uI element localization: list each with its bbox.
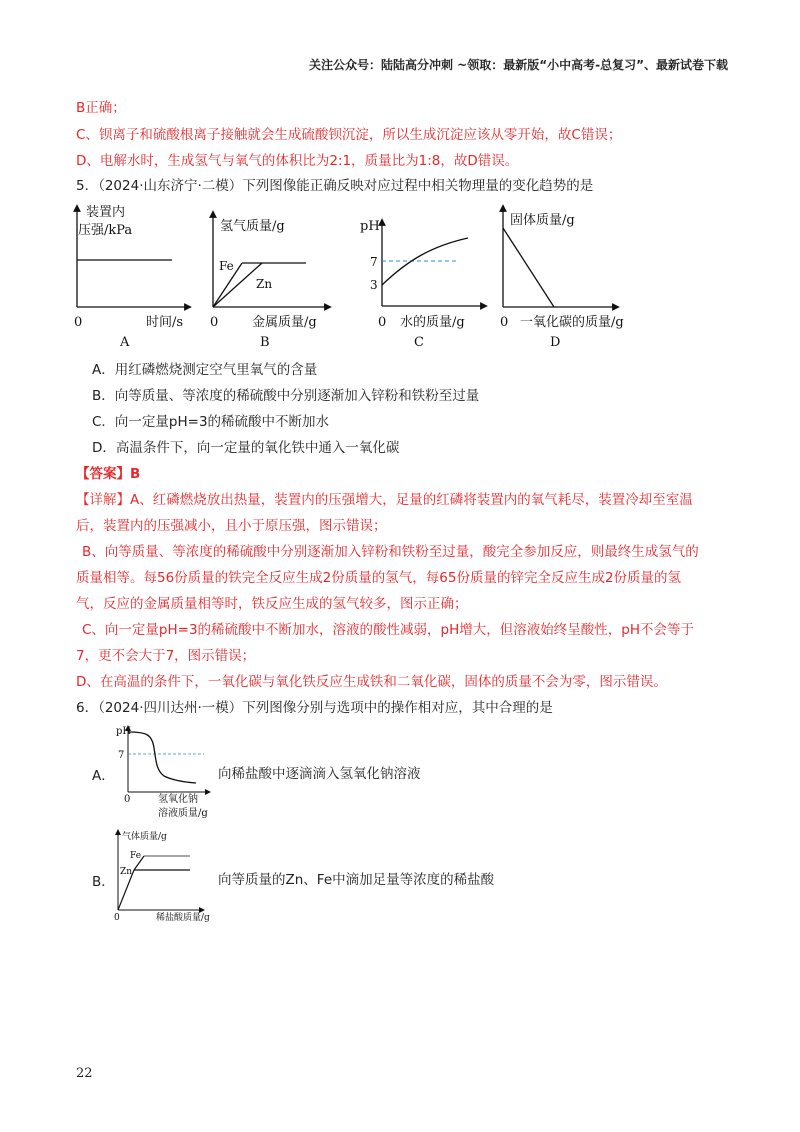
q6-b-xlabel: 稀盐酸质量/g bbox=[156, 913, 210, 923]
prev-answer-c: C、钡离子和硫酸根离子接触就会生成硫酸钡沉淀，所以生成沉淀应该从零开始，故C错误； bbox=[76, 127, 622, 143]
page-number: 22 bbox=[76, 1066, 93, 1081]
graph-d-ylabel: 固体质量/g bbox=[510, 213, 575, 228]
graph-b-ylabel: 氢气质量/g bbox=[220, 219, 285, 234]
q6-b-graph bbox=[106, 826, 222, 924]
prev-answer-b: B正确； bbox=[76, 100, 126, 116]
q5-detail-6: C、向一定量pH=3的稀硫酸中不断加水，溶液的酸性减弱，pH增大，但溶液始终呈酸性，pH不会等于 bbox=[82, 622, 694, 638]
q6-a-label: A． bbox=[92, 768, 115, 784]
q6-a-ylabel: pH bbox=[116, 726, 132, 737]
graph-b bbox=[210, 214, 328, 350]
graph-c-tick3: 3 bbox=[370, 278, 378, 292]
q5-stem: 5．（2024·山东济宁·二模）下列图像能正确反映对应过程中相关物理量的变化趋势的是 bbox=[76, 178, 594, 194]
q5-detail-7: 7，更不会大于7，图示错误； bbox=[76, 648, 256, 664]
q6-b-origin: 0 bbox=[114, 913, 120, 923]
graph-b-zn: Zn bbox=[256, 277, 273, 291]
q5-detail-2: 后，装置内的压强减小，且小于原压强，图示错误； bbox=[76, 518, 387, 534]
q6-b-zn: Zn bbox=[120, 867, 133, 877]
q6-stem: 6．（2024·四川达州·一模）下列图像分别与选项中的操作相对应，其中合理的是 bbox=[76, 700, 553, 716]
q6-a-graph bbox=[112, 722, 216, 822]
q5-detail-3: B、向等质量、等浓度的稀硫酸中分别逐渐加入锌粉和铁粉至过量，酸完全参加反应，则最终生成氢气的 bbox=[82, 544, 699, 560]
prev-answer-d: D、电解水时，生成氢气与氧气的体积比为2:1，质量比为1:8，故D错误。 bbox=[76, 153, 519, 169]
q6-b-label: B． bbox=[92, 874, 115, 890]
graph-c-ylabel: pH bbox=[360, 219, 380, 234]
q5-detail-8: D、在高温的条件下，一氧化碳与氧化铁反应生成铁和二氧化碳，固体的质量不会为零，图示错误。 bbox=[76, 674, 667, 690]
q6-a-origin: 0 bbox=[124, 794, 131, 805]
graph-d-line bbox=[503, 228, 554, 307]
graph-c-origin: 0 bbox=[378, 315, 387, 330]
q5-answer: 【答案】B bbox=[76, 466, 141, 482]
graph-d-letter: D bbox=[550, 335, 561, 350]
q6-a-curve bbox=[128, 732, 196, 783]
graph-c-tick7: 7 bbox=[370, 255, 378, 269]
q5-detail-5: 气，反应的金属质量相等时，铁反应生成的氢气较多，图示正确； bbox=[76, 596, 468, 612]
graph-c bbox=[360, 219, 484, 350]
q6-a-text: 向稀盐酸中逐滴滴入氢氧化钠溶液 bbox=[218, 766, 421, 782]
q5-option-d: D．高温条件下，向一定量的氧化铁中通入一氧化碳 bbox=[92, 440, 400, 456]
q6-a-tick7: 7 bbox=[118, 750, 125, 761]
graph-c-letter: C bbox=[414, 335, 424, 350]
q5-detail-4: 质量相等。每56份质量的铁完全反应生成2份质量的氢气，每65份质量的锌完全反应生成2份质量的氢 bbox=[76, 570, 682, 586]
q5-detail-1: 【详解】A、红磷燃烧放出热量，装置内的压强增大，足量的红磷将装置内的氧气耗尽，装置冷却至室温 bbox=[76, 492, 693, 508]
graph-a bbox=[74, 204, 188, 350]
graph-d bbox=[500, 208, 624, 350]
q6-a-xlabel1: 氢氧化钠 bbox=[158, 794, 198, 805]
q6-b-fe: Fe bbox=[130, 851, 142, 861]
graph-c-xlabel: 水的质量/g bbox=[400, 315, 465, 330]
graph-a-xlabel: 时间/s bbox=[146, 315, 184, 330]
graph-b-xlabel: 金属质量/g bbox=[252, 315, 317, 330]
q6-b-ylabel: 气体质量/g bbox=[122, 832, 167, 842]
graph-a-origin: 0 bbox=[74, 315, 83, 330]
q5-option-c: C．向一定量pH=3的稀硫酸中不断加水 bbox=[92, 414, 330, 430]
q6-b-text: 向等质量的Zn、Fe中滴加足量等浓度的稀盐酸 bbox=[218, 872, 495, 888]
page-header: 关注公众号：陆陆高分冲刺 ~领取：最新版“小中高考-总复习”、最新试卷下载 bbox=[309, 58, 728, 72]
q5-option-b: B．向等质量、等浓度的稀硫酸中分别逐渐加入锌粉和铁粉至过量 bbox=[92, 388, 480, 404]
graph-a-ylabel1: 装置内 bbox=[86, 205, 126, 220]
graph-a-ylabel2: 压强/kPa bbox=[78, 223, 133, 238]
graph-a-letter: A bbox=[120, 335, 130, 350]
graph-d-origin: 0 bbox=[500, 315, 509, 330]
q5-option-a: A．用红磷燃烧测定空气里氧气的含量 bbox=[92, 362, 318, 378]
graph-b-fe: Fe bbox=[219, 259, 234, 273]
graph-b-letter: B bbox=[260, 335, 270, 350]
graph-d-xlabel: 一氧化碳的质量/g bbox=[520, 315, 624, 330]
q6-a-xlabel2: 溶液质量/g bbox=[158, 808, 208, 819]
q5-graphs bbox=[60, 200, 660, 352]
graph-b-origin: 0 bbox=[210, 315, 219, 330]
